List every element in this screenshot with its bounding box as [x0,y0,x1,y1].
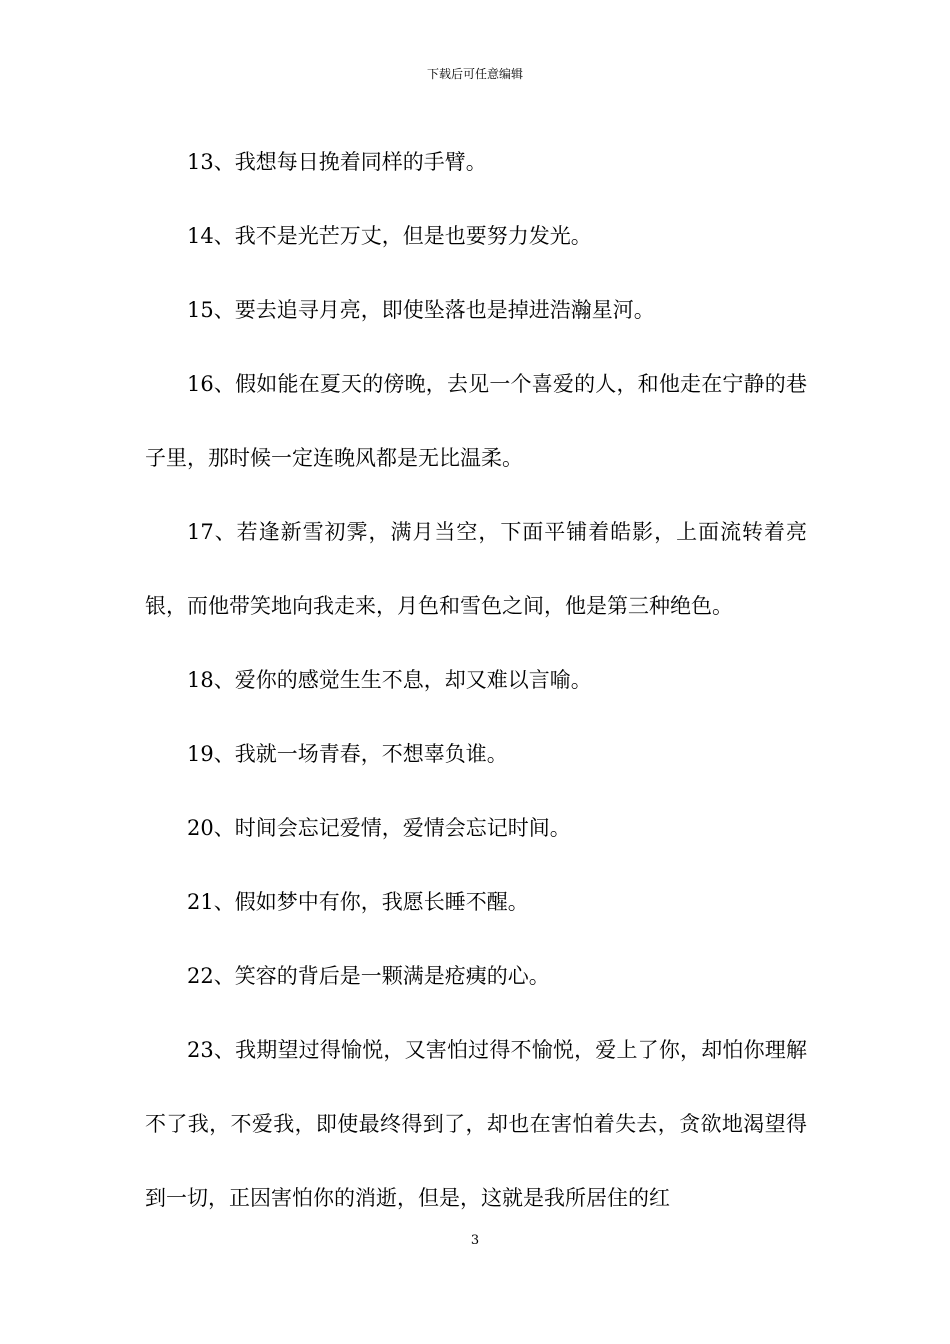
paragraph-19: 19、我就一场青春，不想辜负谁。 [187,742,508,766]
page-number: 3 [470,1233,480,1248]
paragraph-22: 22、笑容的背后是一颗满是疮痍的心。 [187,964,550,988]
paragraph-15: 15、要去追寻月亮，即使坠落也是掉进浩瀚星河。 [187,298,655,322]
page-body [145,125,807,1235]
paragraph-17: 17、若逢新雪初霁，满月当空，下面平铺着皓影，上面流转着亮银，而他带笑地向我走来，月色和雪色之间，他是第三种绝色。 [145,520,807,618]
paragraph-16: 16、假如能在夏天的傍晚，去见一个喜爱的人，和他走在宁静的巷子里，那时候一定连晚风都是无比温柔。 [145,372,807,470]
paragraph-21: 21、假如梦中有你，我愿长睡不醒。 [187,890,529,914]
paragraph-14: 14、我不是光芒万丈，但是也要努力发光。 [187,224,592,248]
paragraph-23: 23、我期望过得愉悦，又害怕过得不愉悦，爱上了你，却怕你理解不了我，不爱我，即使最终得到了，却也在害怕着失去，贪欲地渴望得到一切，正因害怕你的消逝，但是，这就是我所居住的红 [145,1038,807,1210]
paragraph-20: 20、时间会忘记爱情，爱情会忘记时间。 [187,816,571,840]
page-header: 下载后可任意编辑 [426,67,523,81]
paragraph-13: 13、我想每日挽着同样的手臂。 [187,150,487,174]
paragraph-18: 18、爱你的感觉生生不息，却又难以言喻。 [187,668,592,692]
